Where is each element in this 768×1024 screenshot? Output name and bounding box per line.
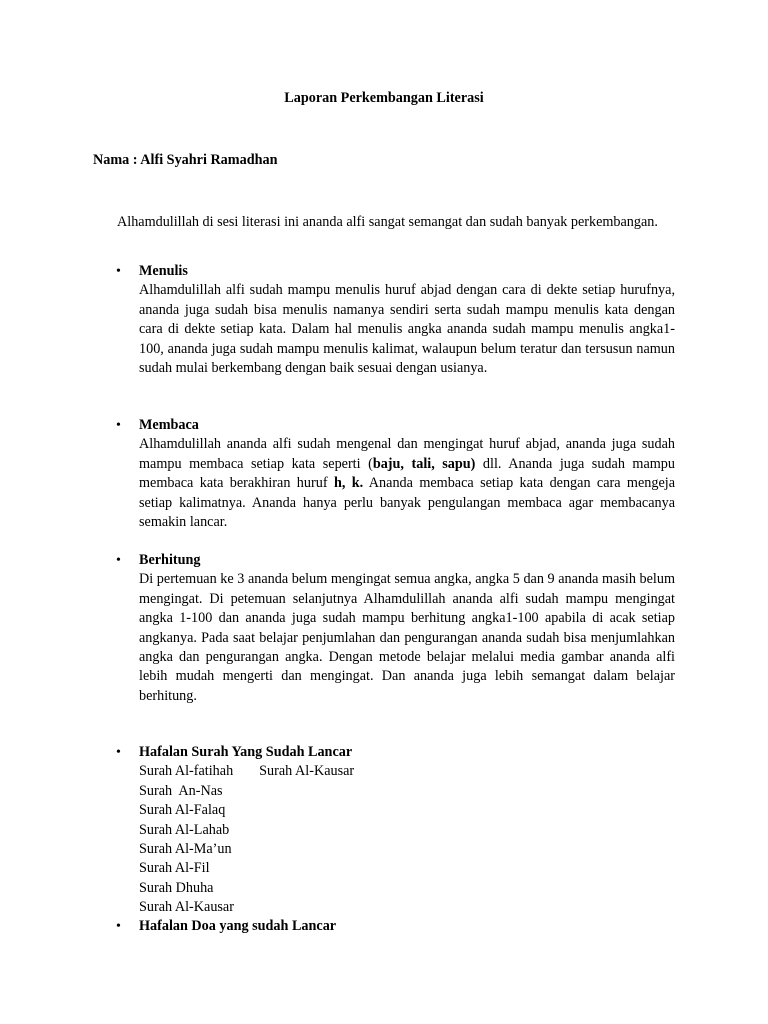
document-title: Laporan Perkembangan Literasi — [284, 90, 484, 106]
section-menulis — [116, 262, 675, 378]
list-item: Surah Al-Ma’un — [139, 841, 232, 858]
list-item: Surah Dhuha — [139, 879, 214, 896]
surah-item: Surah Al-fatihah — [139, 763, 234, 780]
list-item: Surah An-Nas — [139, 782, 223, 799]
section-title: Membaca — [139, 417, 199, 433]
section-title: Hafalan Surah Yang Sudah Lancar — [139, 744, 353, 760]
body-text: Ananda membaca setiap kata dengan cara mengeja setiap kalimatnya. Ananda hanya perlu banyak pengulangan membaca agar membacanya semakin lancar. — [139, 475, 675, 531]
ending-letters: h, k. — [333, 475, 364, 492]
section-title: Berhitung — [139, 552, 201, 568]
section-body: Alhamdulillah alfi sudah mampu menulis huruf abjad dengan cara di dekte setiap hurufnya, ananda juga sudah bisa menulis namanya sendiri serta sudah mampu menulis kata dengan cara di dekte setiap kata. Dalam hal menulis angka ananda sudah mampu menulis angka1-100, ananda juga sudah mampu menulis kalimat, walaupun belum teratur dan tersusun namun sudah mulai berkembang dengan baik sesuai dengan usianya. — [139, 282, 675, 377]
bullet-icon: • — [116, 745, 121, 760]
list-item: Surah Al-Kausar — [139, 899, 234, 916]
example-words: baju, tali, sapu) — [372, 455, 476, 472]
section-berhitung — [116, 551, 675, 706]
list-item — [139, 762, 675, 781]
list-item: Surah Al-Lahab — [139, 821, 230, 838]
surah-list — [139, 762, 675, 917]
surah-item: Surah Al-Kausar — [259, 763, 355, 780]
bullet-icon: • — [116, 418, 121, 433]
section-membaca — [116, 416, 675, 532]
body-text: Alhamdulillah ananda alfi sudah mengenal dan mengingat huruf abjad, ananda juga sudah mampu membaca setiap kata seperti ( — [139, 436, 675, 472]
list-item: Surah Al-Fil — [139, 860, 210, 877]
bullet-icon: • — [116, 553, 121, 568]
list-item: Surah Al-Falaq — [139, 802, 226, 819]
section-hafalan-surah — [116, 743, 675, 918]
bullet-icon: • — [116, 264, 121, 279]
section-title: Menulis — [139, 263, 188, 279]
student-name-line: Nama : Alfi Syahri Ramadhan — [93, 152, 278, 168]
section-hafalan-doa — [116, 917, 675, 936]
intro-paragraph: Alhamdulillah di sesi literasi ini ananda alfi sangat semangat dan sudah banyak perkembangan. — [117, 214, 658, 230]
section-title: Hafalan Doa yang sudah Lancar — [139, 918, 337, 934]
section-body: Di pertemuan ke 3 ananda belum mengingat semua angka, angka 5 dan 9 ananda masih belum mengingat. Di petemuan selanjutnya Alhamdulillah ananda alfi sudah mampu mengingat angka 1-100 dan ananda juga sudah mampu berhitung angka1-100 apabila di acak setiap angkanya. Pada saat belajar penjumlahan dan pengurangan ananda sudah bisa menjumlahkan angka dan pengurangan angka. Dengan metode belajar melalui media gambar ananda alfi lebih mudah mengerti dan mengingat. Dan ananda juga lebih semangat dalam belajar berhitung. — [139, 571, 675, 704]
section-body — [139, 435, 675, 532]
bullet-icon: • — [116, 919, 121, 934]
body-text: dll. Ananda juga sudah mampu membaca kata berakhiran huruf — [139, 455, 675, 492]
